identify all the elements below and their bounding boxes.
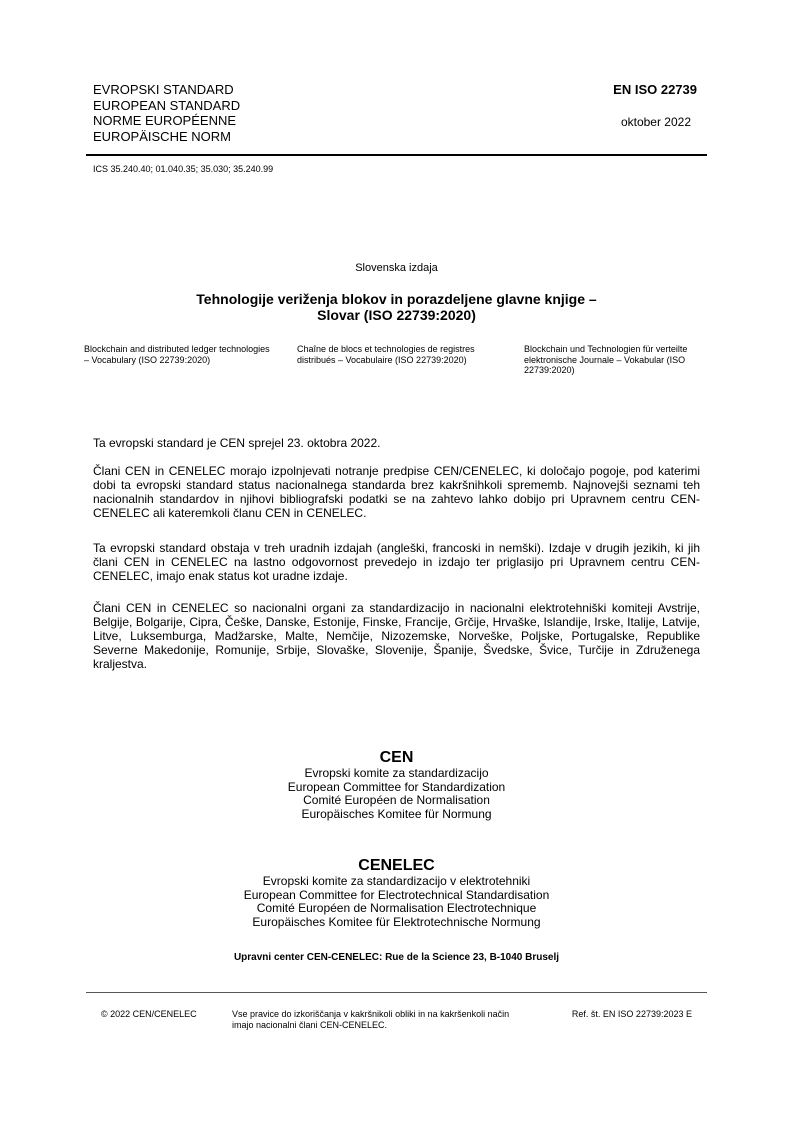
standard-name-en: EUROPEAN STANDARD bbox=[93, 97, 241, 113]
official-versions-paragraph: Ta evropski standard obstaja v treh uradnih izdajah (angleški, francoski in nemški). Izdaje v drugih jezikih, ki jih člani CEN in CENELEC na lastno odgovornost prevedejo in izdajo ter priglasijo pri Upravnem centru CEN-CENELEC, imajo enak status kot uradne izdaje. bbox=[93, 541, 700, 583]
cenelec-line-sl: Evropski komite za standardizacijo v elektrotehniki bbox=[262, 874, 531, 888]
standard-name-fr: NORME EUROPÉENNE bbox=[93, 113, 237, 128]
edition-label: Slovenska izdaja bbox=[355, 262, 438, 274]
footer-rights-notice: Vse pravice do izkoriščanja v kakršnikoli obliki in na kakršenkoli način imajo nacionalni člani CEN-CENELEC. bbox=[232, 1009, 510, 1030]
footer-divider bbox=[86, 992, 707, 993]
cen-line-en: European Committee for Standardization bbox=[287, 779, 506, 794]
ics-codes: ICS 35.240.40; 01.040.35; 35.030; 35.240.99 bbox=[93, 164, 274, 174]
publication-date: oktober 2022 bbox=[620, 115, 691, 129]
subtitle-english: Blockchain and distributed ledger technologies – Vocabulary (ISO 22739:2020) bbox=[84, 344, 270, 365]
standard-type-names bbox=[93, 82, 240, 144]
cenelec-block bbox=[0, 856, 793, 929]
cenelec-line-en: European Committee for Electrotechnical Standardisation bbox=[243, 887, 550, 902]
subtitle-german: Blockchain und Technologien für verteilte elektronische Journale – Vokabular (ISO 22739:2020) bbox=[524, 344, 688, 375]
document-title-line-1: Tehnologije veriženja blokov in porazdeljene glavne knjige – bbox=[196, 291, 597, 307]
members-paragraph: Člani CEN in CENELEC so nacionalni organi za standardizacijo in nacionalni elektrotehniški komiteji Avstrije, Belgije, Bolgarije, Cipra, Češke, Danske, Estonije, Finske, Francije, Grčije, Hrvaške, Islandije, Irske, Italije, Latvije, Litve, Luksemburga, Madžarske, Malte, Nemčije, Nizozemske, Norveške, Poljske, Portugalske, Republike Severne Makedonije, Romunije, Srbije, Slovaške, Slovenije, Španije, Švedske, Švice, Turčije in Združenega kraljestva. bbox=[93, 601, 700, 671]
standard-name-sl: EVROPSKI STANDARD bbox=[93, 82, 234, 97]
national-status-paragraph: Člani CEN in CENELEC morajo izpolnjevati notranje predpise CEN/CENELEC, ki določajo pogoje, pod katerimi dobi ta evropski standard status nacionalnega standarda brez kakršnihkoli sprememb. Najnovejši seznami teh nacionalnih standardov in njihovi bibliografski podatki se na zahtevo lahko dobijo pri Upravnem centru CEN-CENELEC ali kateremkoli članu CEN in CENELEC. bbox=[93, 464, 700, 520]
adoption-paragraph: Ta evropski standard je CEN sprejel 23. oktobra 2022. bbox=[93, 436, 381, 450]
subtitle-french: Chaîne de blocs et technologies de registres distribués – Vocabulaire (ISO 22739:2020) bbox=[297, 344, 475, 365]
header-divider bbox=[86, 154, 707, 156]
standard-name-de: EUROPÄISCHE NORM bbox=[93, 128, 231, 144]
cen-block bbox=[0, 748, 793, 821]
footer-reference-number: Ref. št. EN ISO 22739:2023 E bbox=[571, 1009, 692, 1019]
cen-line-de: Europäisches Komitee für Normung bbox=[301, 806, 492, 821]
cenelec-line-de: Europäisches Komitee für Elektrotechnische Normung bbox=[252, 914, 541, 929]
cen-name: CEN bbox=[379, 749, 414, 766]
document-title bbox=[120, 291, 673, 323]
cen-line-fr: Comité Européen de Normalisation bbox=[303, 793, 490, 807]
cenelec-line-fr: Comité Européen de Normalisation Electrotechnique bbox=[256, 901, 537, 915]
footer-copyright: © 2022 CEN/CENELEC bbox=[101, 1009, 197, 1019]
standard-number: EN ISO 22739 bbox=[613, 82, 697, 97]
cen-line-sl: Evropski komite za standardizacijo bbox=[304, 766, 489, 780]
management-centre-address: Upravni center CEN-CENELEC: Rue de la Science 23, B-1040 Bruselj bbox=[233, 952, 560, 963]
cenelec-name: CENELEC bbox=[358, 857, 435, 874]
document-title-line-2: Slovar (ISO 22739:2020) bbox=[317, 307, 476, 323]
